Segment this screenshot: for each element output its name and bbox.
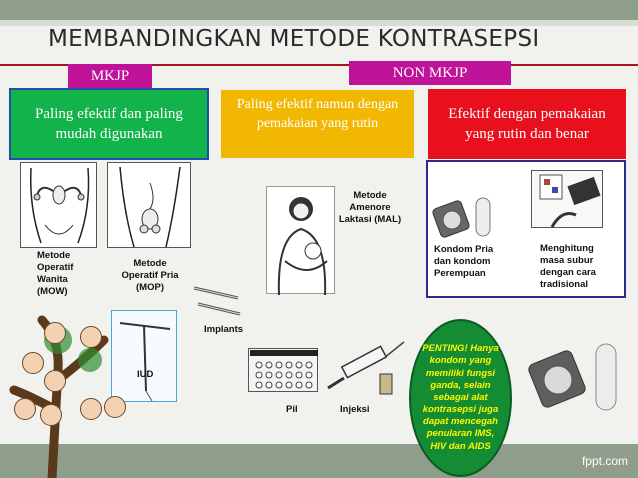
implants-label: Implants	[204, 324, 244, 335]
iud-illustration	[111, 310, 177, 402]
family-face-icon	[80, 398, 102, 420]
breastfeeding-mother-icon	[267, 187, 336, 295]
mkjp-description-box	[9, 88, 209, 160]
family-face-icon	[44, 370, 66, 392]
mop-label: Metode Operatif Pria (MOP)	[121, 258, 179, 293]
calendar-hand-icon	[532, 171, 604, 229]
syringe-icon	[322, 336, 410, 398]
pill-pack-icon	[249, 349, 319, 393]
family-face-icon	[40, 404, 62, 426]
mkjp-tag: MKJP	[68, 64, 152, 88]
condom-large-icon	[526, 342, 626, 418]
slide-title: MEMBANDINGKAN METODE KONTRASEPSI	[48, 26, 540, 52]
mow-label: Metode Operatif Wanita (MOW)	[37, 250, 74, 297]
iud-icon	[112, 311, 178, 403]
family-face-icon	[22, 352, 44, 374]
header-band	[0, 0, 638, 20]
middle-description: Paling efektif namun dengan pemakaian yang rutin	[236, 97, 399, 131]
mow-illustration	[20, 162, 97, 248]
mal-breastfeeding-illustration	[266, 186, 335, 294]
iud-label: IUD	[137, 369, 154, 380]
important-notice-text: PENTING! Hanya kondom yang memiliki fungsi ganda, selain sebagai alat kontrasepsi juga dapat mencegah penularan IMS, HIV dan AIDS	[422, 343, 499, 452]
mkjp-description: Paling efektif dan paling mudah digunakan	[35, 105, 183, 142]
watermark: fppt.com	[581, 454, 628, 468]
condom-icon	[430, 196, 496, 242]
calendar-illustration	[531, 170, 603, 228]
non-mkjp-description: Efektif dengan pemakaian yang rutin dan benar	[448, 105, 606, 142]
family-face-icon	[104, 396, 126, 418]
female-anatomy-icon	[21, 163, 98, 249]
non-mkjp-tag: NON MKJP	[349, 61, 511, 85]
mop-illustration	[107, 162, 191, 248]
non-mkjp-description-box	[428, 89, 626, 159]
mal-label: Metode Amenore Laktasi (MAL)	[338, 190, 402, 225]
pil-label: Pil	[286, 404, 298, 415]
family-face-icon	[80, 326, 102, 348]
kondom-label: Kondom Pria dan kondom Perempuan	[434, 244, 494, 279]
family-face-icon	[14, 398, 36, 420]
important-notice	[409, 319, 512, 477]
implants-icon	[190, 282, 244, 322]
menghitung-label: Menghitung masa subur dengan cara tradisional	[540, 243, 596, 290]
injeksi-label: Injeksi	[340, 404, 370, 415]
male-anatomy-icon	[108, 163, 192, 249]
middle-description-box	[221, 90, 414, 158]
family-face-icon	[44, 322, 66, 344]
pil-illustration	[248, 348, 318, 392]
